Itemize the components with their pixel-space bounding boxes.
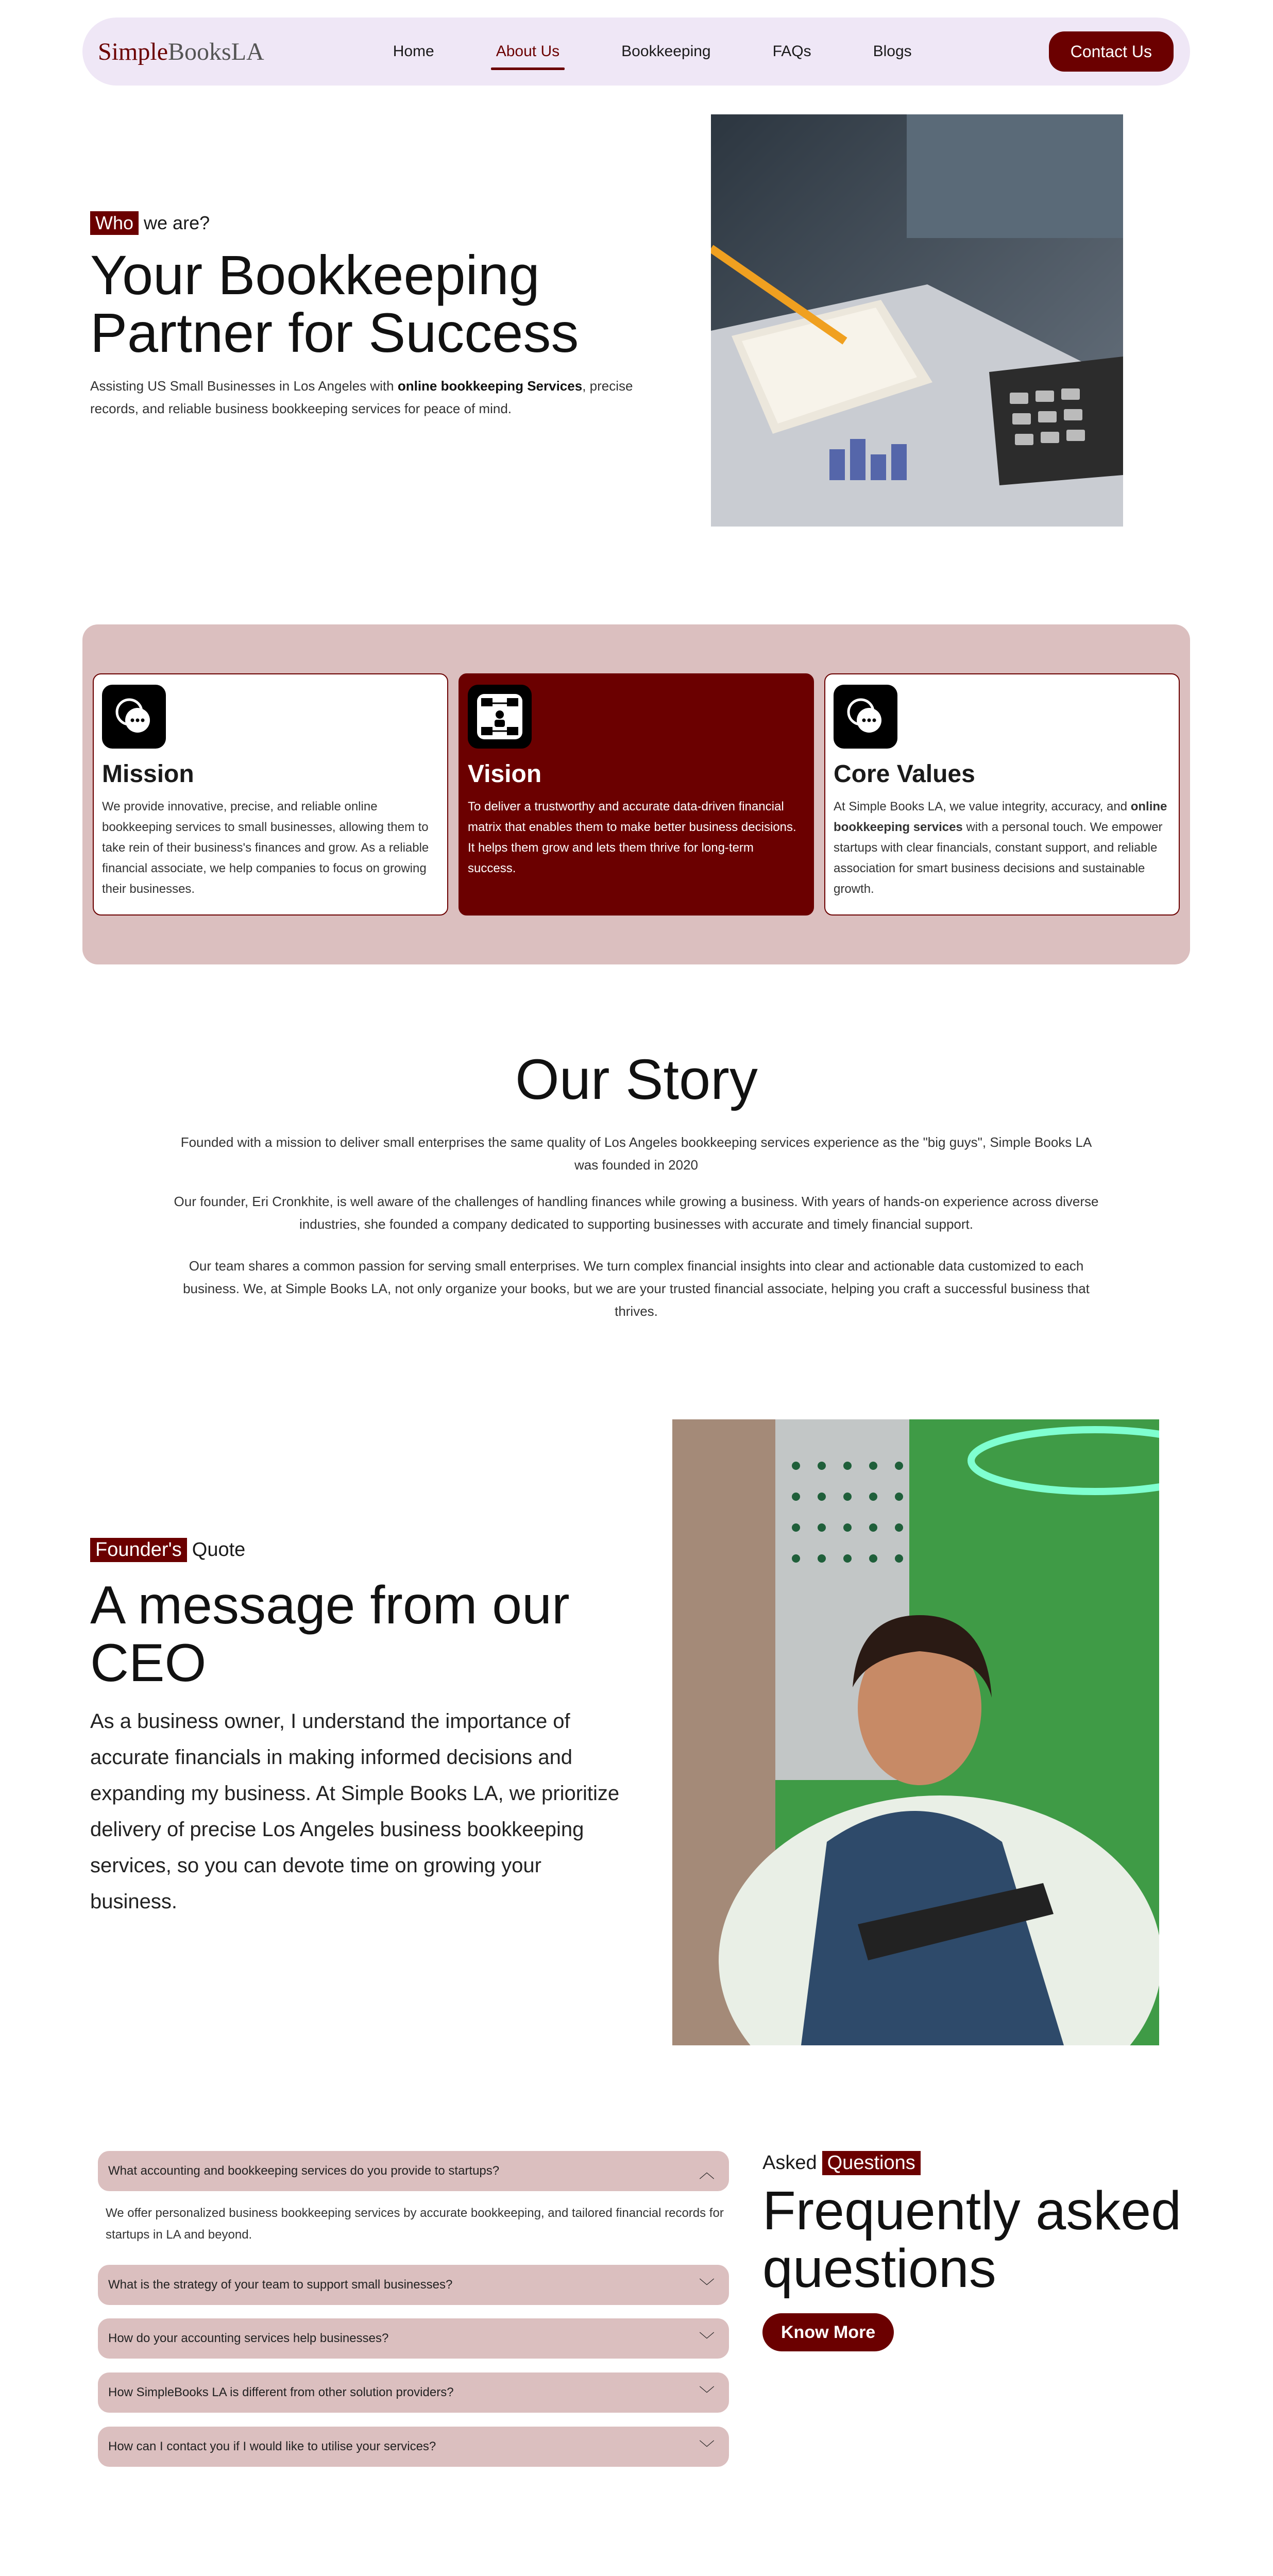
logo-text-simple: Simple — [98, 38, 168, 65]
faq-item-3[interactable] — [98, 2318, 729, 2359]
faq-title: Frequently asked questions — [762, 2180, 1182, 2299]
chevron-down-icon[interactable]: ﹀ — [699, 2278, 715, 2295]
chevron-down-icon[interactable]: ﹀ — [699, 2440, 715, 2457]
hero-tag-rest: we are? — [144, 212, 210, 233]
network-icon — [468, 685, 532, 749]
core-values-title: Core Values — [834, 760, 975, 788]
chevron-up-icon[interactable]: ︿ — [699, 2164, 715, 2181]
mission-title: Mission — [102, 760, 194, 788]
faq-tag-highlight: Questions — [822, 2151, 921, 2175]
core-values-text-part: with a personal touch. We empower startups with clear financials, constant support, and reliable association for smart business decisions and sustainable growth. — [834, 820, 1163, 896]
mission-text: We provide innovative, precise, and reliable online bookkeeping services to small businesses, allowing them to take rein of their business's finances and grow. As a reliable financial associate, we help companies to focus on growing their businesses. — [102, 800, 429, 896]
top-navbar — [82, 18, 1190, 86]
know-more-button[interactable]: Know More — [762, 2313, 894, 2351]
ceo-photo — [672, 1419, 1159, 2045]
faq-question: How can I contact you if I would like to utilise your services? — [108, 2439, 436, 2453]
faq-question: How do your accounting services help businesses? — [108, 2331, 389, 2345]
hero-text-part: Assisting US Small Businesses in Los Angeles with — [90, 378, 398, 394]
vision-card — [459, 673, 814, 916]
faq-tag-rest: Asked — [762, 2152, 817, 2174]
founders-tag-rest: Quote — [192, 1539, 246, 1561]
chat-bubbles-icon — [834, 685, 897, 749]
logo-text-booksla: BooksLA — [168, 38, 264, 65]
founders-tag-highlight: Founder's — [90, 1538, 187, 1562]
core-values-text — [834, 796, 1170, 900]
nav-link-bookkeeping[interactable]: Bookkeeping — [621, 43, 711, 60]
faq-item-5[interactable] — [98, 2427, 729, 2467]
nav-link-home[interactable]: Home — [393, 43, 434, 60]
nav-link-about-us[interactable]: About Us — [465, 36, 590, 67]
faq-question: What accounting and bookkeeping services do you provide to startups? — [108, 2164, 500, 2178]
hero-text-bold: online bookkeeping Services — [397, 378, 583, 394]
faq-item-2[interactable] — [98, 2265, 729, 2305]
vision-title: Vision — [468, 760, 542, 788]
vision-text: To deliver a trustworthy and accurate data-driven financial matrix that enables them to make better business decisions. It helps them grow and lets them thrive for long-term success. — [468, 800, 796, 875]
core-values-text-bold: online bookkeeping services — [834, 800, 1167, 834]
chat-bubbles-icon — [102, 685, 166, 749]
site-logo[interactable] — [98, 38, 264, 66]
faq-item-1[interactable] — [98, 2151, 729, 2191]
hero-image-notebook-calculator — [711, 114, 1123, 527]
story-paragraph: Our founder, Eri Cronkhite, is well aware of the challenges of handling finances while growing a business. With years of hands-on experience across diverse industries, she founded a company dedicated to supporting businesses with accurate and timely financial support. — [174, 1194, 1099, 1232]
core-values-card — [824, 673, 1180, 916]
mission-card — [93, 673, 448, 916]
hero-title: Your Bookkeeping Partner for Success — [90, 244, 579, 364]
nav-link-faqs[interactable]: FAQs — [772, 43, 811, 60]
story-paragraph: Our team shares a common passion for serving small enterprises. We turn complex financial insights into clear and actionable data customized to each business. We, at Simple Books LA, not only organize your books, but we are your trusted financial associate, helping you craft a successful business that thrives. — [183, 1258, 1090, 1319]
mission-vision-values-section — [82, 624, 1190, 964]
story-paragraph: Founded with a mission to deliver small enterprises the same quality of Los Angeles bookkeeping services experience as the "big guys", Simple Books LA was founded in 2020 — [180, 1134, 1092, 1173]
hero-description — [90, 375, 636, 420]
nav-links — [362, 36, 943, 67]
chevron-down-icon[interactable]: ﹀ — [699, 2386, 715, 2403]
hero-tag-highlight: Who — [90, 211, 139, 235]
hero-tag — [90, 211, 210, 235]
hero-text-part: , precise records, and reliable business bookkeeping services for peace of mind. — [90, 378, 633, 416]
faq-tag — [762, 2151, 921, 2175]
chevron-down-icon[interactable]: ﹀ — [699, 2332, 715, 2349]
contact-us-button[interactable]: Contact Us — [1049, 31, 1174, 72]
core-values-text-part: At Simple Books LA, we value integrity, accuracy, and — [834, 800, 1131, 814]
ceo-message-text: As a business owner, I understand the importance of accurate financials in making informed decisions and expanding my business. At Simple Books LA, we prioritize delivery of precise Los Angeles business bookkeeping services, so you can devote time on growing your business. — [90, 1710, 620, 1913]
nav-link-blogs[interactable]: Blogs — [873, 43, 912, 60]
faq-item-4[interactable] — [98, 2372, 729, 2413]
ceo-message-title: A message from our CEO — [90, 1575, 570, 1693]
faq-answer-1: We offer personalized business bookkeeping services by accurate bookkeeping, and tailored financial records for startups in LA and beyond. — [106, 2206, 724, 2242]
our-story-title: Our Story — [515, 1048, 758, 1111]
faq-question: How SimpleBooks LA is different from other solution providers? — [108, 2385, 454, 2399]
founders-quote-tag — [90, 1538, 245, 1562]
faq-question: What is the strategy of your team to support small businesses? — [108, 2278, 453, 2292]
